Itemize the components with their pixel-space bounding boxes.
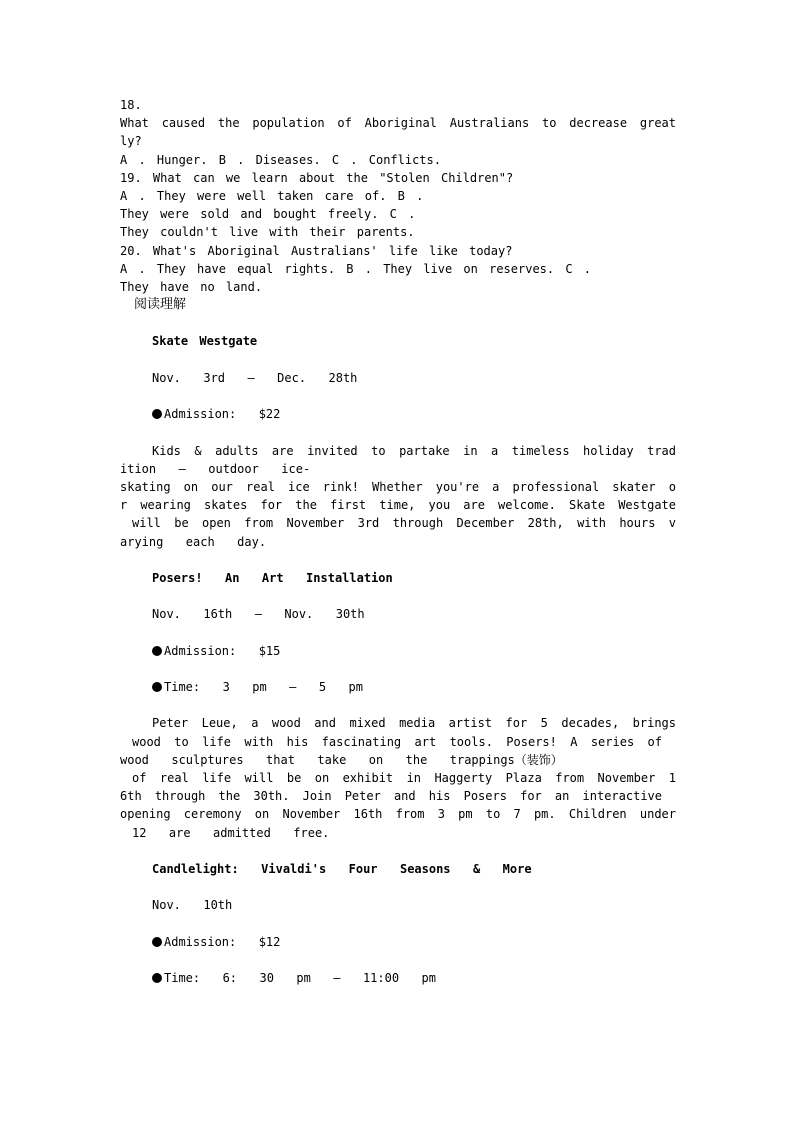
event-title: Skate Westgate bbox=[152, 334, 258, 349]
document-page bbox=[120, 96, 676, 987]
event-admission bbox=[120, 642, 676, 660]
question-19-text: 19. What can we learn about the "Stolen Children"? bbox=[120, 170, 514, 185]
event-desc-line: opening ceremony on November 16th from 3 pm to 7 pm. Children under bbox=[120, 807, 676, 822]
admission-text: Admission: $22 bbox=[164, 407, 281, 422]
event-time bbox=[120, 969, 676, 987]
event-desc-line: r wearing skates for the first time, you are welcome. Skate Westgate bbox=[120, 498, 676, 513]
question-19-option-line: A . They were well taken care of. B . bbox=[120, 188, 424, 203]
question-18-options: A . Hunger. B . Diseases. C . Conflicts. bbox=[120, 152, 441, 167]
event-desc-line: arying each day. bbox=[120, 534, 267, 549]
event-title: Posers! An Art Installation bbox=[152, 570, 393, 585]
event-admission bbox=[120, 405, 676, 423]
event-desc-line: wood sculptures that take on the trappings（装饰） bbox=[120, 752, 563, 767]
bullet-icon bbox=[152, 646, 162, 656]
event-desc-line: skating on our real ice rink! Whether you're a professional skater o bbox=[120, 479, 676, 494]
question-20-text: 20. What's Aboriginal Australians' life like today? bbox=[120, 243, 513, 258]
section-heading: 阅读理解 bbox=[134, 297, 187, 313]
bullet-icon bbox=[152, 682, 162, 692]
bullet-icon bbox=[152, 409, 162, 419]
event-desc-line: wood to life with his fascinating art tools. Posers! A series of bbox=[132, 734, 662, 749]
event-title: Candlelight: Vivaldi's Four Seasons & More bbox=[152, 861, 532, 876]
bullet-icon bbox=[152, 937, 162, 947]
event-desc-line: 6th through the 30th. Join Peter and his Posers for an interactive bbox=[120, 789, 662, 804]
time-text: Time: 3 pm — 5 pm bbox=[164, 680, 363, 694]
event-desc-line: of real life will be on exhibit in Haggerty Plaza from November 1 bbox=[132, 770, 676, 785]
event-desc-line: ition — outdoor ice- bbox=[120, 461, 311, 476]
question-18-text: What caused the population of Aboriginal Australians to decrease great bbox=[120, 116, 676, 131]
event-desc-line: Peter Leue, a wood and mixed media artist for 5 decades, brings bbox=[152, 716, 676, 731]
bullet-icon bbox=[152, 973, 162, 983]
event-admission bbox=[120, 933, 676, 951]
event-time bbox=[120, 678, 676, 696]
question-20-option-line: A . They have equal rights. B . They live on reserves. C . bbox=[120, 261, 592, 276]
event-dates: Nov. 10th bbox=[152, 898, 233, 913]
question-20-option-line: They have no land. bbox=[120, 279, 263, 294]
event-dates: Nov. 3rd — Dec. 28th bbox=[152, 370, 358, 385]
event-desc-line: Kids & adults are invited to partake in a timeless holiday trad bbox=[152, 443, 676, 458]
event-dates: Nov. 16th — Nov. 30th bbox=[152, 607, 365, 622]
question-18-text-cont: ly? bbox=[120, 134, 142, 149]
time-text: Time: 6: 30 pm — 11:00 pm bbox=[164, 971, 436, 985]
question-18-number: 18. bbox=[120, 98, 142, 112]
question-19-option-line: They couldn't live with their parents. bbox=[120, 225, 415, 240]
admission-text: Admission: $15 bbox=[164, 643, 281, 658]
question-19-option-line: They were sold and bought freely. C . bbox=[120, 207, 416, 222]
event-desc-line: will be open from November 3rd through December 28th, with hours v bbox=[132, 516, 676, 531]
admission-text: Admission: $12 bbox=[164, 934, 281, 949]
event-desc-line: 12 are admitted free. bbox=[132, 825, 330, 840]
